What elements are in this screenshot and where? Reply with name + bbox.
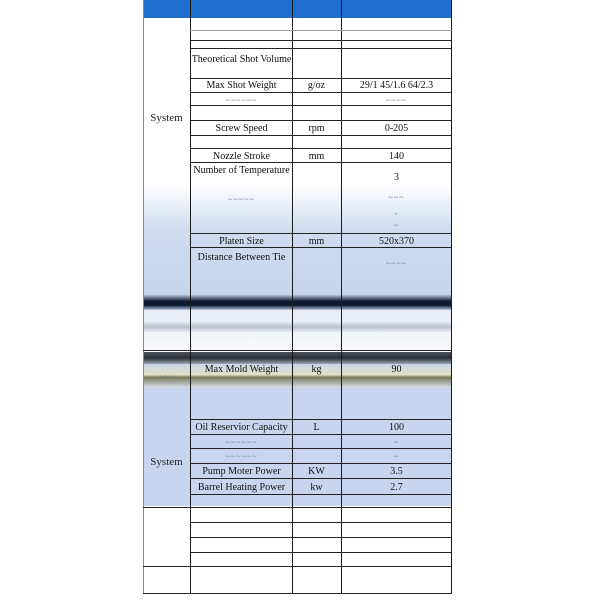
row-name: Max Shot Weight xyxy=(206,80,277,91)
row-name: Number of Temperature xyxy=(193,165,290,176)
row-unit: kg xyxy=(311,364,322,375)
row-unit: g/oz xyxy=(307,80,326,91)
blurred-row: ~~~~ xyxy=(385,259,408,268)
grid-hline xyxy=(190,478,452,479)
grid-hline xyxy=(190,552,452,553)
row-name: Distance Between Tie xyxy=(197,252,286,263)
grid-hline xyxy=(143,350,452,351)
blurred-row: ~~~ xyxy=(159,372,175,381)
row-unit: mm xyxy=(308,236,325,247)
row-name: Nozzle Stroke xyxy=(213,151,270,162)
grid-hline xyxy=(190,494,452,495)
row-name: Pump Moter Power xyxy=(202,466,281,477)
blurred-row: ~~~ xyxy=(388,193,405,202)
row-name: Max Mold Weight xyxy=(204,364,279,375)
row-value: 2.7 xyxy=(390,482,403,493)
grid-hline xyxy=(190,537,452,538)
grid-hline xyxy=(190,522,452,523)
row-value: 140 xyxy=(389,151,404,162)
grid-hline xyxy=(143,507,452,508)
grid-hline xyxy=(190,162,452,163)
row-value: 29/1 45/1.6 64/2.3 xyxy=(359,80,434,91)
grid-hline xyxy=(190,233,452,234)
blurred-row: - xyxy=(394,209,399,218)
grid-hline xyxy=(190,135,452,136)
row-value: 3 xyxy=(394,172,399,183)
blurred-row: ~~~~~~ xyxy=(225,452,258,461)
row-value: 3.5 xyxy=(390,466,403,477)
grid-hline xyxy=(190,247,452,248)
grid-hline xyxy=(190,419,452,420)
spec-sheet xyxy=(143,0,452,594)
blurred-row: ~~~~~ xyxy=(228,195,255,204)
grid-hline xyxy=(190,434,452,435)
grid-hline xyxy=(190,30,452,31)
blurred-row: ~ xyxy=(393,438,400,447)
blurred-row: ~ xyxy=(393,221,400,230)
grid-hline xyxy=(143,593,452,594)
row-value: 0-205 xyxy=(384,123,409,134)
grid-hline xyxy=(190,92,452,93)
row-unit: kw xyxy=(310,482,323,493)
row-unit: mm xyxy=(308,151,325,162)
blurred-row: ~~~~~~ xyxy=(225,96,258,105)
grid-hline xyxy=(190,48,452,49)
grid-hline xyxy=(190,78,452,79)
row-name: Platen Size xyxy=(219,236,264,247)
row-name: Screw Speed xyxy=(215,123,268,134)
section-label-other: System xyxy=(150,456,183,468)
section-label-injection: System xyxy=(150,112,183,124)
blurred-row: ~~~~~~ xyxy=(225,438,258,447)
row-unit: KW xyxy=(308,466,325,477)
grid-vline xyxy=(451,0,452,594)
grid-hline xyxy=(190,120,452,121)
blurred-row: ~ xyxy=(393,452,400,461)
grid-hline xyxy=(190,148,452,149)
grid-vline xyxy=(143,0,144,594)
grid-hline xyxy=(190,40,452,41)
blurred-row: ~~~~ xyxy=(385,96,408,105)
grid-hline xyxy=(190,463,452,464)
row-name: Barrel Heating Power xyxy=(197,482,286,493)
row-name: Oil Reservior Capacity xyxy=(195,422,288,433)
grid-hline xyxy=(190,448,452,449)
row-unit: L xyxy=(313,422,320,433)
row-value: 90 xyxy=(391,364,402,375)
row-unit: rpm xyxy=(308,123,325,134)
grid-hline xyxy=(143,566,452,567)
row-value: 520x370 xyxy=(379,236,414,247)
row-name: Theoretical Shot Volume xyxy=(191,55,292,65)
row-value: 100 xyxy=(389,422,404,433)
